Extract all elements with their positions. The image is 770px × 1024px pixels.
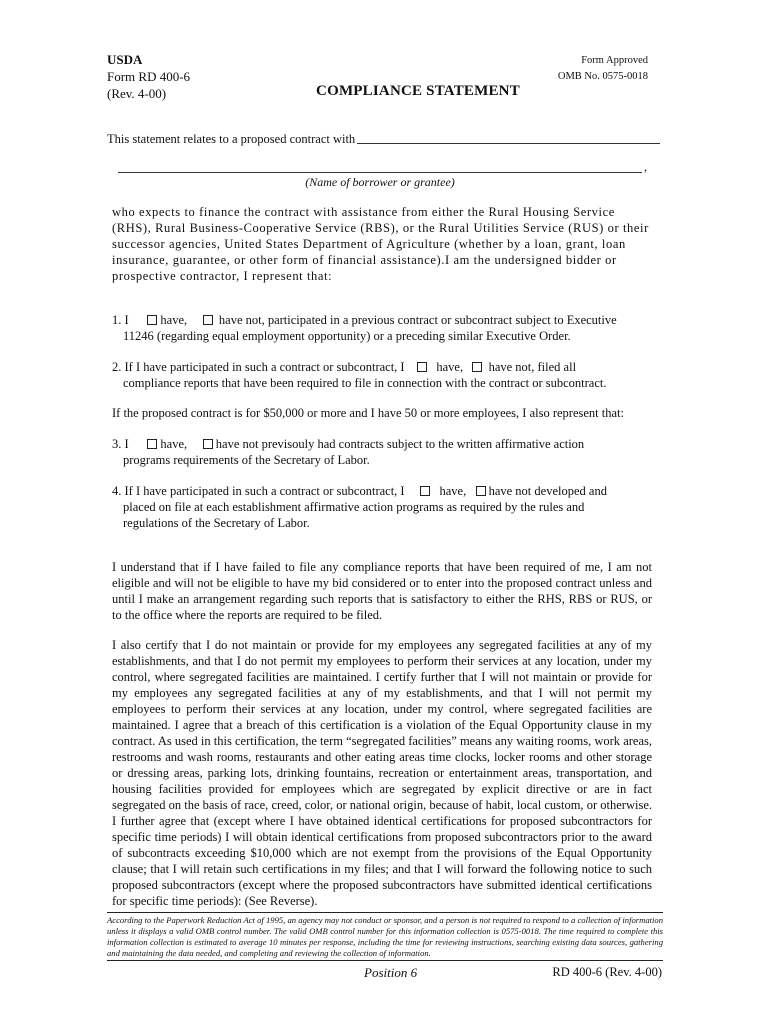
agency-label: USDA bbox=[107, 52, 143, 67]
item-2-continuation: compliance reports that have been required to file in connection with the contract or subcontract. bbox=[123, 376, 607, 390]
name-comma: , bbox=[644, 160, 648, 174]
item-2-have-checkbox[interactable] bbox=[417, 362, 427, 372]
item-1-have-label: have, bbox=[160, 313, 188, 327]
omb-number: OMB No. 0575-0018 bbox=[557, 71, 648, 82]
form-approved-label: Form Approved bbox=[581, 55, 648, 66]
item-4-continuation-1: placed on file at each establishment affirmative action programs as required by the rules and bbox=[123, 500, 585, 514]
item-4-have-not-label: have not developed and bbox=[488, 484, 607, 498]
item-1 bbox=[112, 312, 657, 344]
item-3-have-not-checkbox[interactable] bbox=[203, 439, 213, 449]
item-3-have-not-label: have not previsouly had contracts subject to the written affirmative action bbox=[215, 437, 585, 451]
borrower-name-field[interactable] bbox=[118, 172, 642, 173]
item-2-have-not-checkbox[interactable] bbox=[472, 362, 482, 372]
item-3-continuation: programs requirements of the Secretary of Labor. bbox=[123, 453, 370, 467]
form-number: Form RD 400-6 bbox=[107, 69, 191, 84]
notice-bottom-rule bbox=[107, 960, 663, 961]
item-1-have-checkbox[interactable] bbox=[147, 315, 157, 325]
borrower-name-caption: (Name of borrower or grantee) bbox=[305, 175, 455, 189]
item-2-lead: 2. If I have participated in such a contract or subcontract, I bbox=[112, 360, 405, 374]
item-1-continuation: 11246 (regarding equal employment opportunity) or a preceding similar Executive Order. bbox=[123, 329, 571, 343]
item-2 bbox=[112, 359, 657, 391]
contract-with-field[interactable] bbox=[357, 143, 660, 144]
intro-text: This statement relates to a proposed contract with bbox=[107, 132, 356, 146]
paperwork-reduction-notice: According to the Paperwork Reduction Act of 1995, an agency may not conduct or sponsor, and a person is not required to respond to a collection of information unless it displays a valid OMB control number. The valid OMB control number for this information collection is 0575-0018. The time required to complete this information collection is estimated to average 10 minutes per response, including the time for reviewing instructions, searching existing data sources, gathering and maintaining the data needed, and completing and reviewing the collection of information. bbox=[107, 915, 663, 958]
form-header-right bbox=[558, 53, 648, 85]
item-3-have-checkbox[interactable] bbox=[147, 439, 157, 449]
item-4 bbox=[112, 483, 657, 531]
item-1-have-not-checkbox[interactable] bbox=[203, 315, 213, 325]
item-4-have-not-checkbox[interactable] bbox=[476, 486, 486, 496]
position-label: Position 6 bbox=[364, 965, 418, 980]
item-4-have-label: have, bbox=[439, 484, 467, 498]
item-3-have-label: have, bbox=[160, 437, 188, 451]
notice-top-rule bbox=[107, 912, 663, 913]
item-1-have-not-label: have not, participated in a previous contract or subcontract subject to Executive bbox=[218, 313, 617, 327]
item-3-lead: 3. I bbox=[112, 437, 129, 451]
form-revision: (Rev. 4-00) bbox=[107, 86, 167, 101]
item-4-lead: 4. If I have participated in such a contract or subcontract, I bbox=[112, 484, 405, 498]
item-1-lead: 1. I bbox=[112, 313, 129, 327]
item-4-continuation-2: regulations of the Secretary of Labor. bbox=[123, 516, 310, 530]
footer-form-id: RD 400-6 (Rev. 4-00) bbox=[552, 965, 662, 979]
page-title: COMPLIANCE STATEMENT bbox=[316, 83, 520, 99]
certification-paragraph: I also certify that I do not maintain or provide for my employees any segregated facilities at any of my establishments, and that I do not permit my employees to perform their services at any location, under my control, where segregated facilities are maintained. I certify further that I will not maintain or provide for my employees any segregated facilities at any of my establishments, and that I will not permit my employees to perform their services at any location, under my control, where segregated facilities are maintained. I agree that a breach of this certification is a violation of the Equal Opportunity clause in my contract. As used in this certification, the term “segregated facilities” means any waiting rooms, work areas, restrooms and wash rooms, restaurants and other eating areas time clocks, locker rooms and other storage or dressing areas, parking lots, drinking fountains, recreation or entertainment areas, transportation, and housing facilities provided for employees which are segregated by explicit directive or are in fact segregated on the basis of race, creed, color, or national origin, because of habit, local custom, or otherwise. I further agree that (except where I have obtained identical certifications for proposed subcontractors for specific time periods) I will obtain identical certifications from proposed subcontractors prior to the award of subcontracts exceeding $10,000 which are not exempt from the provisions of the Equal Opportunity clause; that I will retain such certifications in my files; and that I will forward the following notice to such proposed subcontractors (except where the proposed subcontractors have submitted identical certifications for specific time periods): (See Reverse). bbox=[112, 638, 652, 908]
large-contract-condition: If the proposed contract is for $50,000 or more and I have 50 or more employees, I also represent that: bbox=[112, 406, 624, 420]
item-4-have-checkbox[interactable] bbox=[420, 486, 430, 496]
item-2-have-label: have, bbox=[436, 360, 464, 374]
understand-paragraph: I understand that if I have failed to file any compliance reports that have been required of me, I am not eligible and will not be eligible to have my bid considered or to enter into the proposed contract unless and until I make an arrangement regarding such reports that is satisfactory to either the RHS, RBS or RUS, or to the office where the reports are required to be filed. bbox=[112, 560, 652, 622]
item-3 bbox=[112, 436, 657, 468]
item-2-have-not-label: have not, filed all bbox=[488, 360, 577, 374]
representation-paragraph: who expects to finance the contract with assistance from either the Rural Housing Service (RHS), Rural Business-Cooperative Service (RBS), or the Rural Utilities Service (RUS) or their successor agencies, United States Department of Agriculture (whether by a loan, grant, loan insurance, guarantee, or other form of financial assistance).I am the undersigned bidder or prospective contractor, I represent that: bbox=[112, 205, 649, 283]
